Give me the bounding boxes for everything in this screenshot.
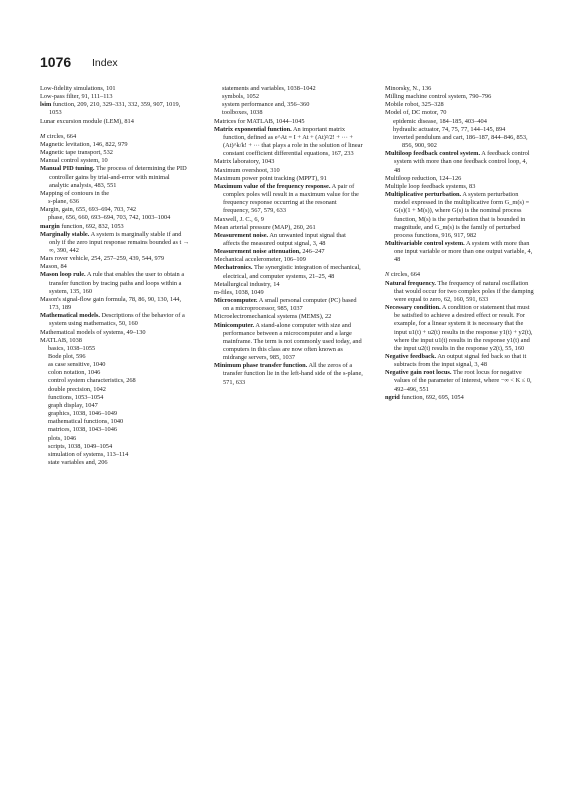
index-entry: [214, 232, 364, 248]
index-entry-text: symbols, 1052: [222, 93, 260, 101]
index-entry-text: MATLAB, 1038: [40, 336, 82, 344]
index-entry: [40, 133, 190, 141]
index-entry-text: Matrices for MATLAB, 1044–1045: [214, 117, 305, 125]
index-entry-text: as case sensitive, 1040: [48, 361, 106, 369]
index-entry: [385, 369, 535, 393]
index-headword: Microcomputer.: [214, 297, 258, 305]
index-entry: [40, 255, 190, 263]
index-subentry: [40, 443, 190, 451]
index-entry: [40, 337, 190, 345]
index-entry-text: Mean arterial pressure (MAP), 260, 261: [214, 223, 316, 231]
index-entry: [385, 191, 535, 240]
index-entry-text: Mason, 84: [40, 263, 67, 271]
index-entry-text: A feedback control system with more than one feedback control loop, 4, 48: [394, 150, 530, 174]
index-entry: [385, 183, 535, 191]
index-entry: [385, 280, 535, 304]
index-entry-text: Milling machine control system, 790–796: [385, 93, 492, 101]
index-entry: [214, 248, 364, 256]
index-subentry: [40, 386, 190, 394]
index-entry-text: Maximum overshoot, 310: [214, 166, 280, 174]
index-headword: Mathematical models.: [40, 312, 100, 320]
index-entry-text: Microelectromechanical systems (MEMS), 22: [214, 313, 332, 321]
index-entry-text: circles, 664: [45, 132, 77, 140]
index-entry-text: Magnetic levitation, 146, 822, 979: [40, 140, 128, 148]
index-entry-text: A pair of complex poles will result in a maximum value for the frequency response occurring at the resonant frequency, 567, 579, 633: [223, 182, 359, 215]
index-entry: [40, 312, 190, 328]
index-entry: [214, 297, 364, 313]
index-entry-text: A system perturbation model expressed in the multiplicative form G_m(s) = G(s)(1 + M(s)), where G(s) is the nominal process function, M(s) is the perturbation that is bounded in magnitude, and G_m(s) is the family of perturbed process functions, 916, 917, 982: [394, 191, 530, 239]
index-headword: Mason loop rule.: [40, 271, 86, 279]
index-entry-text: An output signal fed back so that it subtracts from the input signal, 3, 48: [394, 353, 527, 369]
index-entry-text: Metallurgical industry, 14: [214, 280, 280, 288]
index-entry: [40, 85, 190, 93]
index-entry-text: Maxwell, J. C., 6, 9: [214, 215, 264, 223]
index-headword: Mechatronics.: [214, 264, 253, 272]
index-entry-text: Low-fidelity simulations, 101: [40, 85, 116, 92]
index-subentry: [40, 418, 190, 426]
index-entry: [214, 313, 364, 321]
index-subentry: [40, 451, 190, 459]
index-entry: [40, 149, 190, 157]
index-subentry: [214, 101, 364, 109]
index-entry: [214, 175, 364, 183]
index-entry-text: epidemic disease, 184–185, 403–404: [393, 117, 487, 125]
index-subentry: [214, 85, 364, 93]
index-headword: Maximum value of the frequency response.: [214, 182, 331, 190]
index-entry-text: A system with more than one input variable or more than one output variable, 4, 48: [394, 239, 533, 264]
index-entry-text: graph display, 1047: [48, 401, 98, 409]
index-headword: margin: [40, 222, 60, 230]
index-entry-text: state variables and, 206: [48, 459, 108, 467]
index-subentry: [40, 345, 190, 353]
index-entry-text: The synergistic integration of mechanical, electrical, and computer systems, 21–25, 48: [223, 264, 361, 280]
index-entry: [40, 206, 190, 214]
index-headword: Multivariable control system.: [385, 239, 465, 247]
index-subentry: [40, 353, 190, 361]
index-entry-text: Multiple loop feedback systems, 83: [385, 182, 476, 190]
index-entry-text: functions, 1053–1054: [48, 393, 104, 401]
index-headword: Minimum phase transfer function.: [214, 362, 308, 370]
index-entry-text: Mechanical accelerometer, 106–109: [214, 256, 306, 264]
index-entry-text: Mathematical models of systems, 49–130: [40, 328, 146, 336]
index-entry: [40, 101, 190, 117]
index-entry-text: A rule that enables the user to obtain a transfer function by tracing paths and loops within a system, 135, 160: [49, 271, 185, 295]
index-column-1: [40, 85, 190, 467]
index-entry: [214, 118, 364, 126]
index-entry: [40, 190, 190, 198]
index-entry: [385, 85, 535, 93]
index-entry: [385, 93, 535, 101]
index-subentry: [40, 426, 190, 434]
index-subentry: [385, 118, 535, 126]
index-entry: [40, 93, 190, 101]
index-entry: [40, 271, 190, 295]
index-subentry: [40, 369, 190, 377]
index-entry-text: A stand-alone computer with size and performance between a microcomputer and a large mainframe. The term is not commonly used today, and computers in this class are now often known as midrange servers, 985, 1037: [223, 321, 362, 362]
index-entry-text: Margin, gain, 655, 693–694, 703, 742: [40, 206, 137, 214]
index-italic-term: N: [385, 271, 390, 279]
index-entry: [214, 224, 364, 232]
index-entry-text: The frequency of natural oscillation that would occur for two complex poles if the damping were equal to zero, 62, 160, 591, 633: [394, 279, 534, 303]
page-header: [40, 54, 530, 76]
index-entry-text: control system characteristics, 268: [48, 377, 136, 385]
index-entry: [40, 231, 190, 255]
index-headword: Negative feedback.: [385, 353, 437, 360]
index-entry-text: Maximum power point tracking (MPPT), 91: [214, 174, 327, 182]
index-column-3: [385, 85, 535, 402]
index-italic-term: s: [48, 198, 51, 206]
index-entry: [40, 223, 190, 231]
index-entry: [40, 263, 190, 271]
index-entry: [214, 322, 364, 363]
index-entry: [214, 264, 364, 280]
index-entry-text: matrices, 1038, 1043–1046: [48, 426, 118, 434]
index-subentry: [40, 410, 190, 418]
index-entry-text: An unwanted input signal that affects the measured output signal, 3, 48: [223, 231, 346, 247]
index-entry: [214, 158, 364, 166]
index-subentry: [40, 377, 190, 385]
index-entry: [214, 216, 364, 224]
index-entry-text: hydraulic actuator, 74, 75, 77, 144–145, 894: [393, 125, 506, 133]
index-entry-text: basics, 1038–1055: [48, 344, 96, 352]
index-headword: lsim: [40, 101, 52, 109]
index-subentry: [40, 402, 190, 410]
index-entry-text: Mars rover vehicle, 254, 257–259, 439, 544, 979: [40, 255, 165, 263]
index-entry: [385, 271, 535, 279]
index-entry-text: circles, 664: [389, 271, 421, 279]
page-number: 1076: [40, 54, 72, 70]
index-entry: [385, 101, 535, 109]
index-entry-text: function, 692, 832, 1053: [59, 222, 124, 230]
index-entry-text: Magnetic tape transport, 532: [40, 149, 113, 157]
index-entry: [385, 353, 535, 369]
index-headword: Negative gain root locus.: [385, 369, 452, 377]
index-entry-text: All the zeros of a transfer function lie in the left-hand side of the s-plane, 571, 633: [223, 362, 363, 386]
index-entry-text: Lunar excursion module (LEM), 814: [40, 117, 134, 125]
index-entry-text: Minorsky, N., 136: [385, 85, 432, 92]
index-headword: Necessary condition.: [385, 304, 441, 312]
index-headword: Manual PID tuning.: [40, 165, 95, 173]
index-entry-text: Descriptions of the behavior of a system using mathematics, 50, 160: [49, 312, 185, 328]
index-entry: [214, 362, 364, 386]
index-entry-text: scripts, 1038, 1049–1054: [48, 442, 113, 450]
index-entry: [385, 304, 535, 353]
index-entry-text: inverted pendulum and cart, 186–187, 844–846, 853, 856, 900, 902: [393, 133, 528, 150]
index-headword: Multiplicative perturbation.: [385, 191, 462, 199]
index-entry: [214, 289, 364, 297]
index-entry-text: mathematical functions, 1040: [48, 418, 124, 426]
index-entry: [385, 109, 535, 117]
index-entry-text: 246–247: [300, 248, 325, 256]
index-entry: [214, 167, 364, 175]
index-entry-text: phase, 656, 660, 693–694, 703, 742, 1003–1004: [48, 214, 171, 222]
index-entry-text: m-files, 1038, 1049: [214, 288, 264, 296]
index-entry-text: double precision, 1042: [48, 385, 106, 393]
index-entry-text: A system is marginally stable if and only if the zero input response remains bounded as t → ∞, 390, 442: [49, 230, 190, 254]
index-entry-text: Bode plot, 596: [48, 353, 86, 360]
index-headword: Matrix exponential function.: [214, 125, 292, 133]
index-entry-text: Mapping of contours in the: [40, 189, 110, 197]
index-entry-text: Model of, DC motor, 70: [385, 109, 447, 117]
index-subentry: [40, 459, 190, 467]
index-subentry: [40, 435, 190, 443]
index-headword: Multiloop feedback control system.: [385, 150, 481, 158]
index-headword: Marginally stable.: [40, 230, 90, 238]
index-entry-text: Low-pass filter, 91, 111–113: [40, 93, 113, 101]
index-entry-text: toolboxes, 1038: [222, 109, 263, 117]
index-entry-text: A small personal computer (PC) based on a microprocessor, 985, 1037: [223, 297, 357, 313]
index-entry: [385, 150, 535, 174]
index-entry-text: Mobile robot, 325–328: [385, 101, 444, 109]
index-entry-text: plots, 1046: [48, 434, 77, 442]
index-subentry: [40, 198, 190, 206]
index-italic-term: M: [40, 132, 46, 140]
index-subentry: [214, 93, 364, 101]
index-entry: [385, 175, 535, 183]
index-subentry: [385, 126, 535, 134]
index-subentry: [214, 109, 364, 117]
index-entry-text: function, 692, 695, 1054: [399, 393, 464, 401]
index-entry-text: colon notation, 1046: [48, 369, 101, 377]
index-entry-text: Multiloop reduction, 124–126: [385, 174, 462, 182]
index-entry-text: A condition or statement that must be satisfied to achieve a desired effect or result. For example, for a linear system it is necessary that the input u1(t) + u2(t) results in the response y1(t) + y2(t), where the input u1(t) results in the response y1(t) and the input u2(t) results in the response y2(t), 55, 160: [394, 304, 533, 352]
index-entry-text: statements and variables, 1038–1042: [222, 85, 316, 92]
index-headword: Measurement noise attenuation,: [214, 248, 301, 256]
running-head: Index: [92, 57, 118, 69]
index-entry: [214, 126, 364, 159]
index-subentry: [40, 361, 190, 369]
index-entry: [214, 256, 364, 264]
index-entry-text: An important matrix function, defined as e^At = I + At + (At)²/2! + ··· + (At)^k/k! + ··· that plays a role in the solution of linear constant coefficient differential equations, 167, 233: [223, 125, 363, 158]
index-entry-text: -plane, 636: [50, 198, 80, 206]
index-headword: Minicomputer.: [214, 321, 255, 329]
index-entry-text: Mason's signal-flow gain formula, 78, 86, 90, 130, 144, 173, 189: [40, 295, 182, 312]
index-subentry: [40, 394, 190, 402]
index-entry: [214, 281, 364, 289]
index-entry-text: Manual control system, 10: [40, 157, 108, 165]
index-entry-text: The process of determining the PID controller gains by trial-and-error with minimal analytic analysis, 483, 551: [49, 165, 187, 189]
index-headword: Natural frequency.: [385, 279, 436, 287]
index-entry: [40, 141, 190, 149]
index-headword: ngrid: [385, 393, 400, 401]
index-entry: [40, 118, 190, 126]
index-entry-text: The root locus for negative values of the parameter of interest, where −∞ < K ≤ 0, 492–496, 551: [394, 369, 532, 393]
index-entry-text: system performance and, 356–360: [222, 101, 310, 109]
index-subentry: [385, 134, 535, 150]
index-subentry: [40, 214, 190, 222]
index-entry: [40, 296, 190, 312]
index-column-2: [214, 85, 364, 387]
index-entry-text: graphics, 1038, 1046–1049: [48, 410, 118, 418]
index-entry: [40, 165, 190, 189]
index-entry-text: Matrix laboratory, 1043: [214, 158, 275, 166]
index-entry: [40, 157, 190, 165]
index-entry: [40, 329, 190, 337]
index-entry-text: function, 209, 210, 329–331, 332, 359, 907, 1019, 1053: [49, 101, 181, 117]
index-entry-text: simulation of systems, 113–114: [48, 450, 129, 458]
index-entry: [214, 183, 364, 216]
index-entry: [385, 394, 535, 402]
index-entry: [385, 240, 535, 264]
index-headword: Measurement noise.: [214, 231, 269, 239]
